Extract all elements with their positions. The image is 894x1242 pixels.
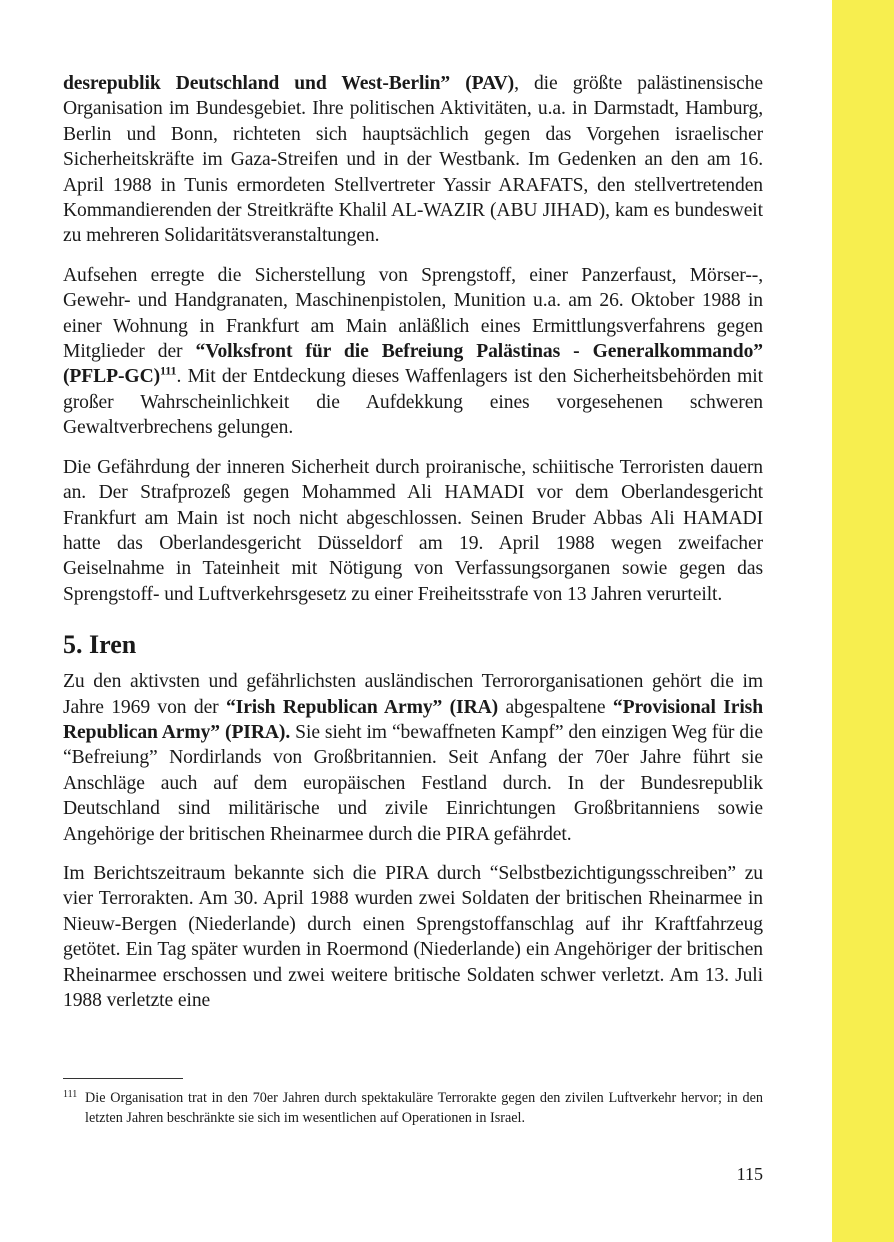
text-run: . Mit der Entdeckung dieses Waffenlagers ist den Sicherheitsbehörden mit großer Wahrscheinlichkeit die Aufdekkung eines vorgesehenen schweren Gewaltverbrechens gelungen. xyxy=(63,366,763,439)
paragraph-p5 xyxy=(63,861,763,1013)
bold-term: “Irish Republican Army” (IRA) xyxy=(225,696,499,718)
bold-term: “Provisional Irish Republican Army” (PIRA). xyxy=(63,696,763,743)
footnote-divider xyxy=(63,1078,183,1079)
page-body xyxy=(63,71,763,1027)
text-run: Aufsehen erregte die Sicherstellung von Sprengstoff, einer Panzerfaust, Mörser--, Gewehr- und Handgranaten, Maschinenpistolen, Munition u.a. am 26. Oktober 1988 in einer Wohnung in Frankfurt am Main anläßlich eines Ermittlungsverfahrens gegen Mitglieder der xyxy=(63,264,763,363)
paragraph-p3 xyxy=(63,455,763,607)
yellow-margin-strip xyxy=(832,0,894,1242)
body-paragraphs xyxy=(63,71,763,607)
text-run: Im Berichtszeitraum bekannte sich die PIRA durch “Selbstbezichtigungsschreiben” zu vier Terrorakten. Am 30. April 1988 wurden zwei Soldaten der britischen Rheinarmee in Nieuw-Bergen (Niederlande) durch einen Sprengstoffanschlag auf ihr Kraftfahrzeug getötet. Ein Tag später wurden in Roermond (Niederlande) ein Angehöriger der britischen Rheinarmee erschossen und zwei weitere britische Soldaten schwer verletzt. Am 13. Juli 1988 verletzte eine xyxy=(63,862,763,1011)
paragraph-p4 xyxy=(63,669,763,847)
section-paragraphs xyxy=(63,669,763,1013)
paragraph-p1 xyxy=(63,71,763,249)
bold-term: “Volksfront für die Befreiung Palästinas - Generalkommando” (PFLP-GC) xyxy=(63,341,763,388)
footnote-number: 111 xyxy=(63,1089,78,1100)
paragraph-p2 xyxy=(63,263,763,441)
bold-term: desrepublik Deutschland und West-Berlin” (PAV) xyxy=(63,73,515,94)
text-run: Sie sieht im “bewaffneten Kampf” den einzigen Weg für die “Befreiung” Nordirlands von Großbritannien. Seit Anfang der 70er Jahre führt sie Anschläge auch auf dem europäischen Festland durch. In der Bundesrepublik Deutschland sind militärische und zivile Einrichtungen Großbritanniens sowie Angehörige der britischen Rheinarmee durch die PIRA gefährdet. xyxy=(63,721,763,845)
footnote xyxy=(63,1088,763,1128)
text-run: , die größte palästinensische Organisation im Bundesgebiet. Ihre politischen Aktivitäten, u.a. in Darmstadt, Hamburg, Berlin und Bonn, richteten sich hauptsächlich gegen das Vorgehen israelischer Sicherheitskräfte im Gaza-Streifen und in der Westbank. Im Gedenken an den am 16. April 1988 in Tunis ermordeten Stellvertreter Yassir ARAFATS, den stellvertretenden Kommandierenden der Streitkräfte Khalil AL-WAZIR (ABU JIHAD), kam es bundesweit zu mehreren Solidaritätsveranstaltungen. xyxy=(63,73,763,247)
section-heading: 5. Iren xyxy=(63,630,137,660)
text-run: Zu den aktivsten und gefährlichsten ausländischen Terrororganisationen gehört die im Jahre 1969 von der xyxy=(63,671,763,718)
text-run: Die Gefährdung der inneren Sicherheit durch proiranische, schiitische Terroristen dauern an. Der Strafprozeß gegen Mohammed Ali HAMADI vor dem Oberlandesgericht Frankfurt am Main ist noch nicht abgeschlossen. Seinen Bruder Abbas Ali HAMADI hatte das Oberlandesgericht Düsseldorf am 19. April 1988 wegen zweifacher Geiselnahme in Tateinheit mit Nötigung von Verfassungsorganen sowie gegen das Sprengstoff- und Luftverkehrsgesetz zu einer Freiheitsstrafe von 13 Jahren verurteilt. xyxy=(63,456,763,605)
page-number: 115 xyxy=(736,1164,763,1184)
text-run: abgespaltene xyxy=(498,696,613,718)
footnote-reference: 111 xyxy=(160,363,177,378)
footnote-body: Die Organisation trat in den 70er Jahren durch spektakuläre Terrorakte gegen den zivilen Luftverkehr hervor; in den letzten Jahren beschränkte sie sich im wesentlichen auf Operationen in Israel. xyxy=(85,1090,763,1126)
footnote-text xyxy=(63,1088,763,1128)
